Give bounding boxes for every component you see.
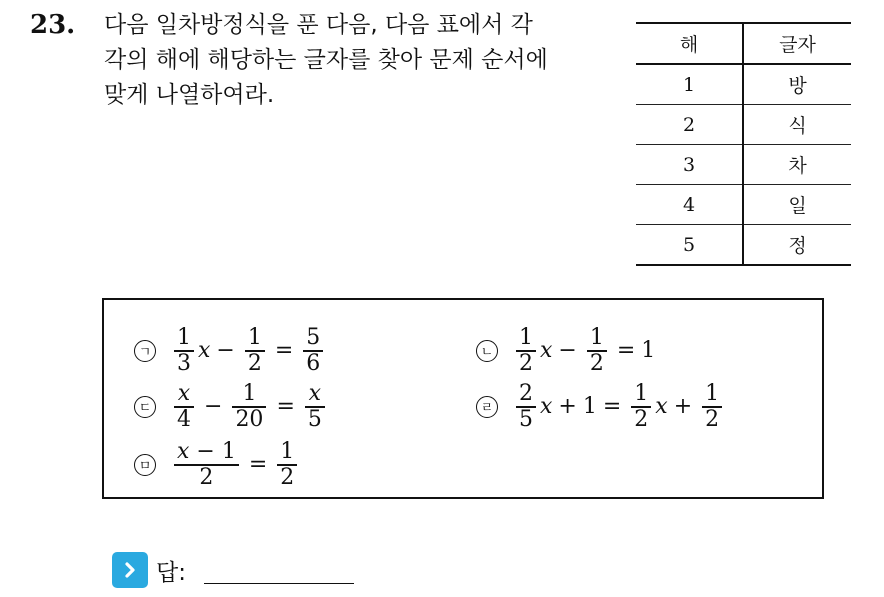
numerator: 1 — [247, 325, 262, 350]
numerator: 1 — [589, 325, 604, 350]
header-letter: 글자 — [743, 23, 851, 64]
denominator: 5 — [519, 406, 533, 432]
numerator: 2 — [519, 381, 533, 406]
header-solution: 해 — [636, 23, 743, 64]
denominator: 2 — [280, 464, 295, 490]
operator: = — [274, 338, 294, 364]
question-line: 다음 일차방정식을 푼 다음, 다음 표에서 각 — [104, 12, 533, 38]
fraction — [303, 326, 323, 376]
variable: x — [540, 394, 553, 420]
question-line: 각의 해에 해당하는 글자를 찾아 문제 순서에 — [104, 47, 548, 73]
fraction — [174, 440, 239, 490]
equation-item — [134, 382, 329, 432]
marker-badge: ㄴ — [476, 340, 498, 362]
chevron-right-icon — [112, 552, 148, 588]
marker-badge: ㄷ — [134, 396, 156, 418]
operator: − — [216, 338, 235, 364]
denominator: 4 — [177, 406, 191, 432]
numerator: 1 — [705, 381, 720, 406]
operator: + — [673, 394, 693, 420]
solution-cell: 3 — [636, 145, 743, 185]
fraction — [174, 326, 194, 376]
equation-item — [134, 326, 327, 376]
fraction — [245, 326, 265, 376]
operator: − — [204, 394, 223, 420]
solution-cell: 4 — [636, 185, 743, 225]
operator: = — [248, 452, 268, 478]
operator: = — [616, 338, 636, 364]
denominator: 3 — [177, 350, 191, 376]
letter-cell: 일 — [743, 185, 851, 225]
letter-cell: 정 — [743, 225, 851, 266]
table-row — [636, 225, 851, 266]
variable: x — [655, 394, 668, 420]
term: 1 — [582, 394, 597, 420]
solution-cell: 5 — [636, 225, 743, 266]
question-text — [104, 8, 614, 113]
variable: x — [540, 338, 553, 364]
numerator: 5 — [306, 325, 321, 350]
fraction — [631, 382, 651, 432]
table-header-row — [636, 23, 851, 64]
denominator: 2 — [705, 406, 720, 432]
denominator: 2 — [199, 464, 214, 490]
denominator: 2 — [247, 350, 262, 376]
fraction — [587, 326, 607, 376]
numerator: 1 — [280, 439, 295, 464]
answer-area — [112, 552, 354, 588]
numerator: x — [308, 381, 322, 406]
fraction — [516, 382, 536, 432]
letter-cell: 차 — [743, 145, 851, 185]
fraction — [702, 382, 722, 432]
solution-cell: 1 — [636, 64, 743, 105]
numerator: x — [177, 381, 191, 406]
operator: = — [276, 394, 295, 420]
fraction — [174, 382, 194, 432]
numerator: 1 — [634, 381, 649, 406]
equation-box — [102, 298, 824, 499]
denominator: 20 — [235, 406, 264, 432]
variable: x — [198, 338, 211, 364]
fraction — [277, 440, 297, 490]
operator: = — [602, 394, 622, 420]
term: 1 — [641, 338, 656, 364]
solution-letter-table — [636, 22, 851, 266]
marker-badge: ㄹ — [476, 396, 498, 418]
operator: + — [558, 394, 577, 420]
denominator: 2 — [519, 350, 533, 376]
answer-label: 답: — [156, 559, 186, 586]
numerator: x − 1 — [177, 439, 236, 464]
marker-badge: ㄱ — [134, 340, 156, 362]
table-row — [636, 105, 851, 145]
denominator: 6 — [306, 350, 321, 376]
equation-item — [476, 382, 726, 432]
question-number: 23. — [30, 10, 76, 40]
numerator: 1 — [519, 325, 533, 350]
equation-item — [134, 440, 301, 490]
equation-item — [476, 326, 655, 376]
fraction — [305, 382, 325, 432]
table-row — [636, 64, 851, 105]
answer-blank[interactable] — [204, 583, 354, 585]
denominator: 5 — [307, 406, 322, 432]
denominator: 2 — [634, 406, 649, 432]
solution-cell: 2 — [636, 105, 743, 145]
marker-badge: ㅁ — [134, 454, 156, 476]
table-row — [636, 185, 851, 225]
letter-cell: 방 — [743, 64, 851, 105]
table-row — [636, 145, 851, 185]
operator: − — [558, 338, 577, 364]
letter-cell: 식 — [743, 105, 851, 145]
denominator: 2 — [589, 350, 604, 376]
numerator: 1 — [242, 381, 257, 406]
question-line: 맞게 나열하여라. — [104, 82, 275, 108]
fraction — [232, 382, 266, 432]
numerator: 1 — [177, 325, 191, 350]
fraction — [516, 326, 536, 376]
